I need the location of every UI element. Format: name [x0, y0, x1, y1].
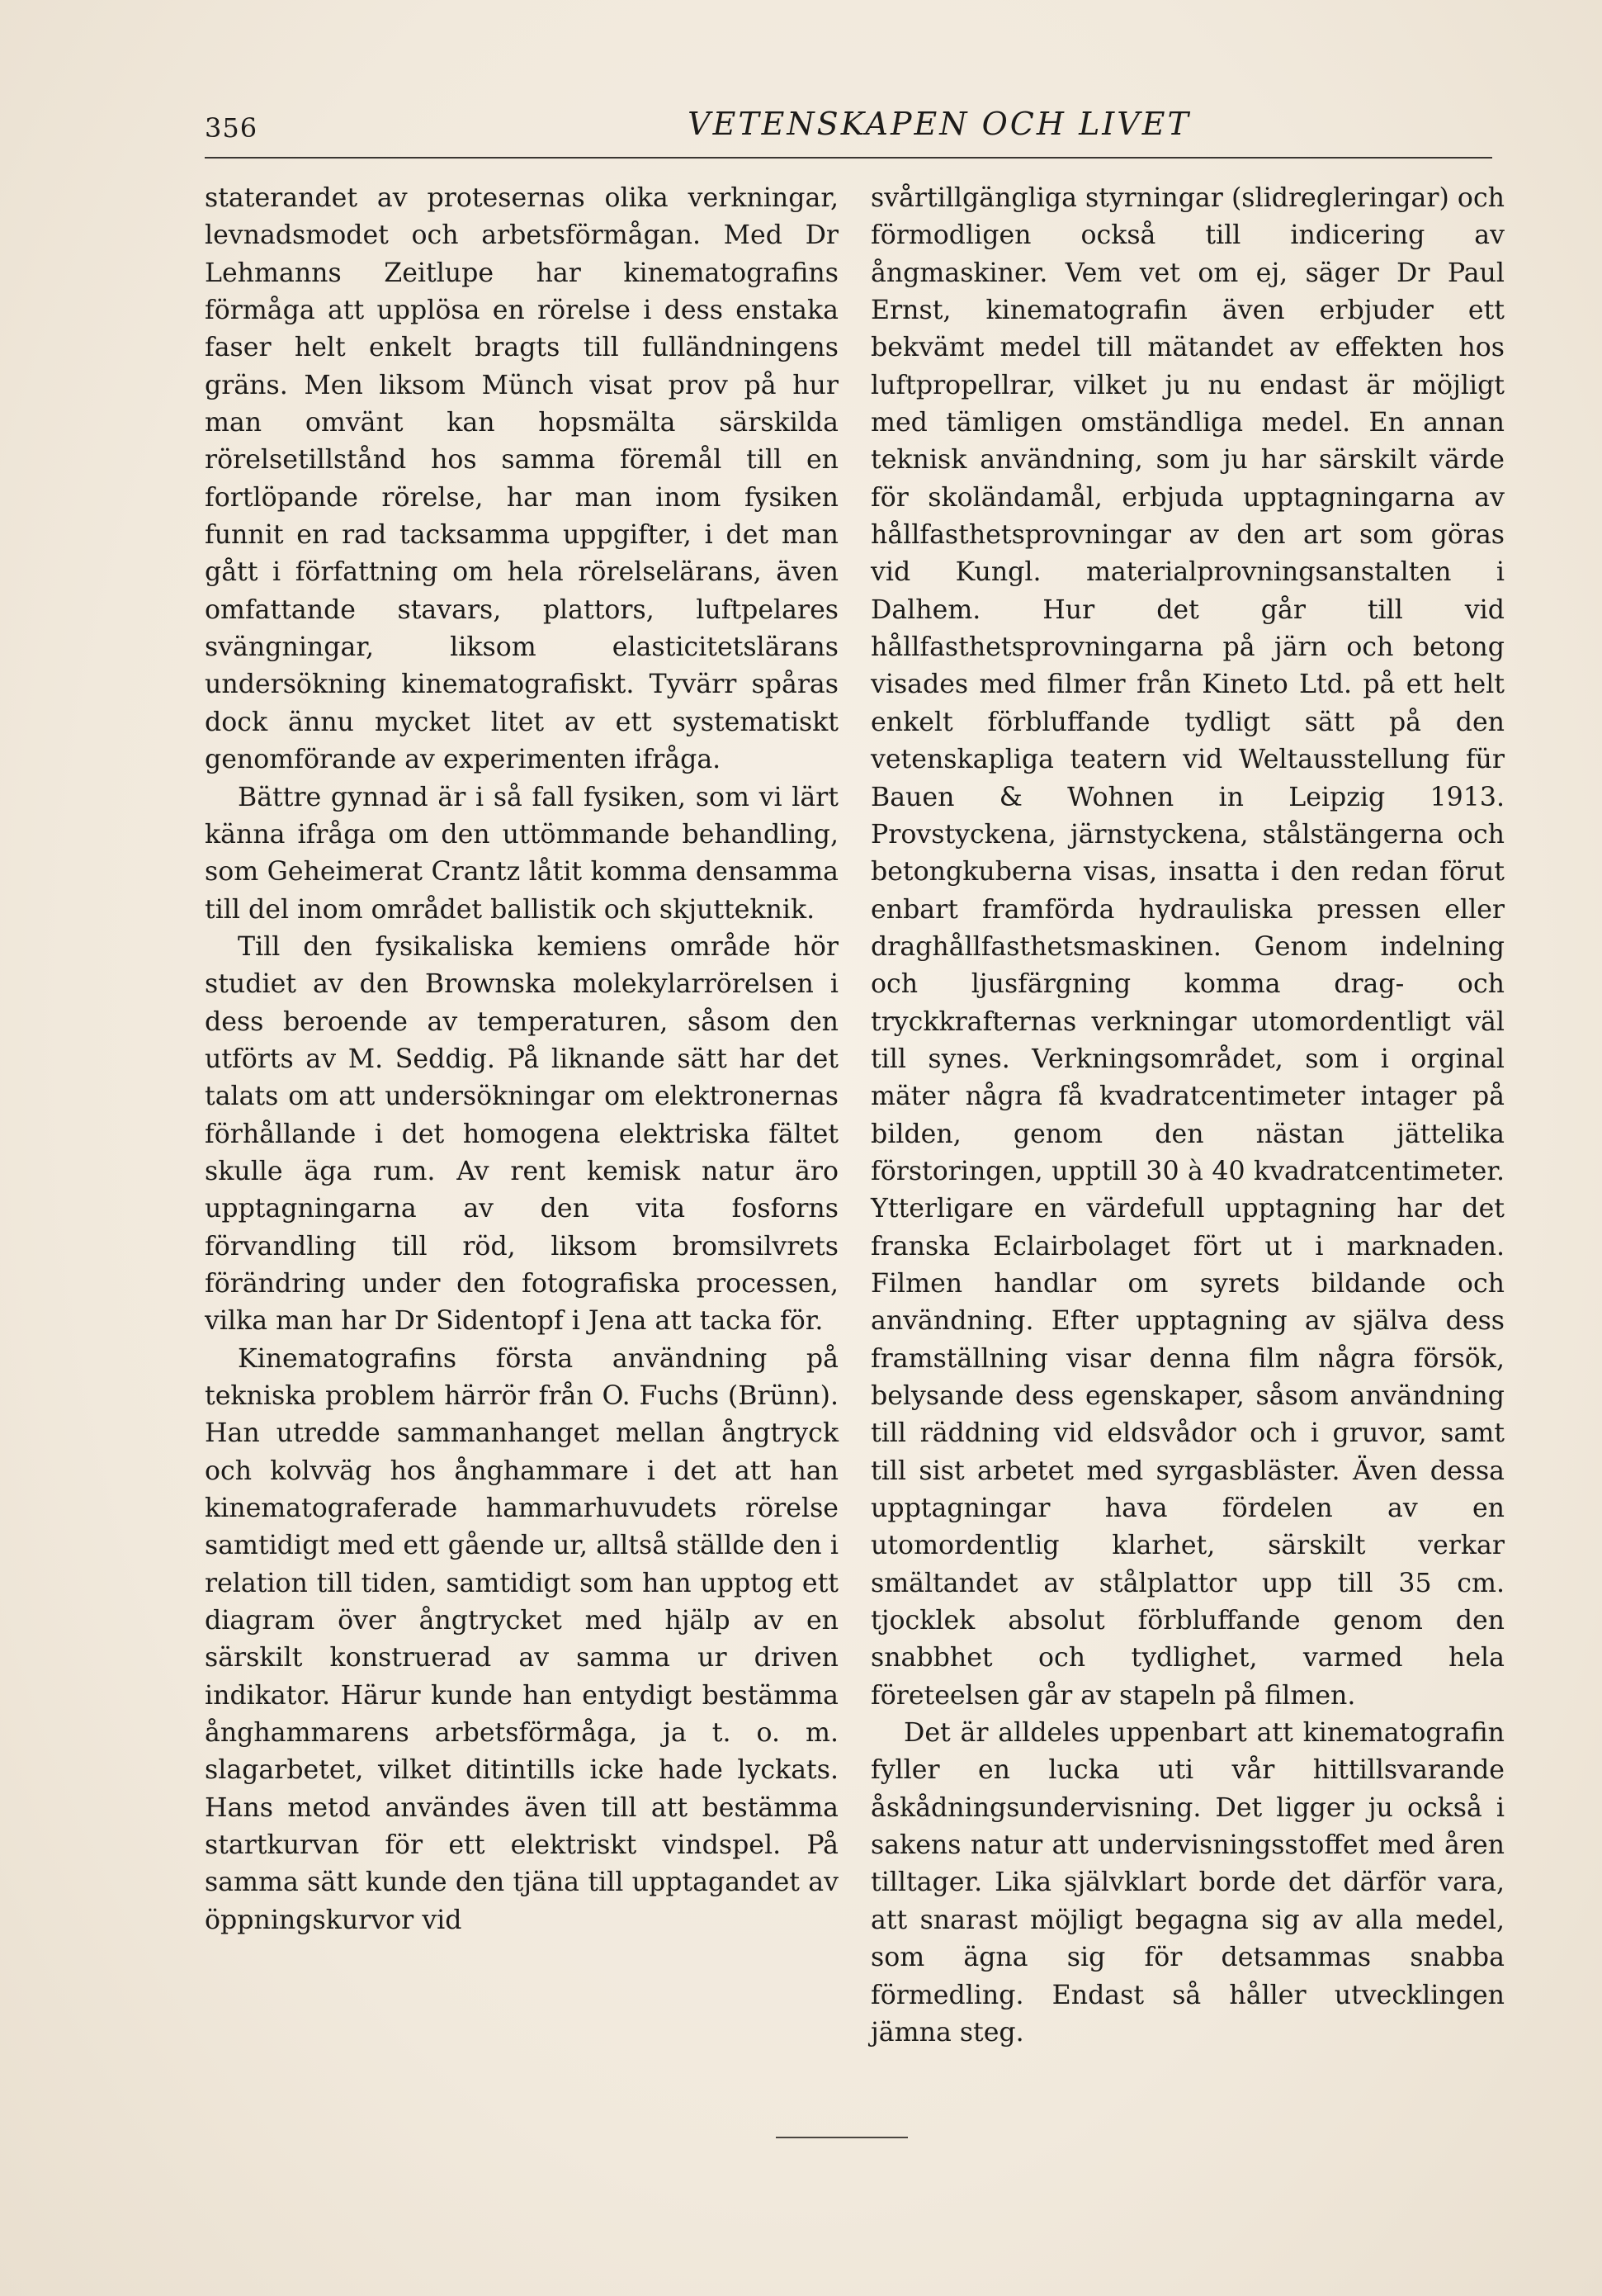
page-number: 356 — [205, 112, 258, 144]
paragraph: svårtillgängliga styrningar (slidregleringar) och förmodligen också till indicering av ångmaskiner. Vem vet om ej, säger Dr Paul Ernst, kinematografin även erbjuder ett bekvämt medel till mätandet av effekten hos luftpropellrar, vilket ju nu endast är möjligt med tämligen omständliga medel. En annan teknisk användning, som ju har särskilt värde för skoländamål, erbjuda upptagningarna av hållfasthetsprovningar av den art som göras vid Kungl. materialprovningsanstalten i Dalhem. Hur det går till vid hållfasthetsprovningarna på järn och betong visades med filmer från Kineto Ltd. på ett helt enkelt förbluffande tydligt sätt på den vetenskapliga teatern vid Weltausstellung für Bauen & Wohnen in Leipzig 1913. Provstyckena, järnstyckena, stålstängerna och betongkuberna visas, insatta i den redan förut enbart framförda hydrauliska pressen eller draghållfasthetsmaskinen. Genom indelning och ljusfärgning komma drag- och tryckkrafternas verkningar utomordentligt väl till synes. Verkningsområdet, som i orginal mäter några få kvadratcentimeter intager på bilden, genom den nästan jättelika förstoringen, upptill 30 à 40 kvadratcentimeter. Ytterligare en värdefull upptagning har det franska Eclairbolaget fört ut i marknaden. Filmen handlar om syrets bildande och användning. Efter upptagning av själva dess framställning visar denna film några försök, belysande dess egenskaper, såsom användning till räddning vid eldsvådor och i gruvor, samt till sist arbetet med syrgasbläster. Även dessa upptagningar hava fördelen av en utomordentlig klarhet, särskilt verkar smältandet av stålplattor upp till 35 cm. tjocklek absolut förbluffande genom den snabbhet och tydlighet, varmed hela företeelsen går av stapeln på filmen. — [871, 183, 1505, 1711]
paragraph: Till den fysikaliska kemiens område hör studiet av den Brownska molekylarrörelsen i dess beroende av temperaturen, såsom den utförts av M. Seddig. På liknande sätt har det talats om att undersökningar om elektronernas förhållande i det homogena elektriska fältet skulle äga rum. Av rent kemisk natur äro upptagningarna av den vita fosforns förvandling till röd, liksom bromsilvrets förändring under den fotografiska processen, vilka man har Dr Sidentopf i Jena att tacka för. — [205, 931, 839, 1337]
footer-rule — [776, 2137, 908, 2138]
left-column — [205, 180, 839, 1939]
paragraph: Bättre gynnad är i så fall fysiken, som vi lärt känna ifråga om den uttömmande behandling, som Geheimerat Crantz låtit komma densamma till del inom området ballistik och skjutteknik. — [205, 782, 839, 925]
running-title: VETENSKAPEN OCH LIVET — [688, 106, 1191, 142]
header-rule — [205, 157, 1492, 159]
right-column — [871, 180, 1505, 2052]
page-header — [205, 106, 1492, 155]
paragraph: Kinematografins första användning på tekniska problem härrör från O. Fuchs (Brünn). Han utredde sammanhanget mellan ångtryck och kolvväg hos ånghammare i det att han kinematograferade hammarhuvudets rörelse samtidigt med ett gående ur, alltså ställde den i relation till tiden, samtidigt som han upptog ett diagram över ångtrycket med hjälp av en särskilt konstruerad av samma ur driven indikator. Härur kunde han entydigt bestämma ånghammarens arbetsförmåga, ja t. o. m. slagarbetet, vilket ditintills icke hade lyckats. Hans metod användes även till att bestämma startkurvan för ett elektriskt vindspel. På samma sätt kunde den tjäna till upptagandet av öppningskurvor vid — [205, 1343, 839, 1935]
paragraph: Det är alldeles uppenbart att kinematografin fyller en lucka uti vår hittillsvarande åskådningsundervisning. Det ligger ju också i sakens natur att undervisningsstoffet med åren tilltager. Lika självklart borde det därför vara, att snarast möjligt begagna sig av alla medel, som ägna sig för detsammas snabba förmedling. Endast så håller utvecklingen jämna steg. — [871, 1718, 1505, 2047]
paragraph: staterandet av protesernas olika verkningar, levnadsmodet och arbetsförmågan. Med Dr Lehmanns Zeitlupe har kinematografins förmåga att upplösa en rörelse i dess enstaka faser helt enkelt bragts till fulländningens gräns. Men liksom Münch visat prov på hur man omvänt kan hopsmälta särskilda rörelsetillstånd hos samma föremål till en fortlöpande rörelse, har man inom fysiken funnit en rad tacksamma uppgifter, i det man gått i författning om hela rörelselärans, även omfattande stavars, plattors, luftpelares svängningar, liksom elasticitetslärans undersökning kinematografiskt. Tyvärr spåras dock ännu mycket litet av ett systematiskt genomförande av experimenten ifråga. — [205, 183, 839, 775]
